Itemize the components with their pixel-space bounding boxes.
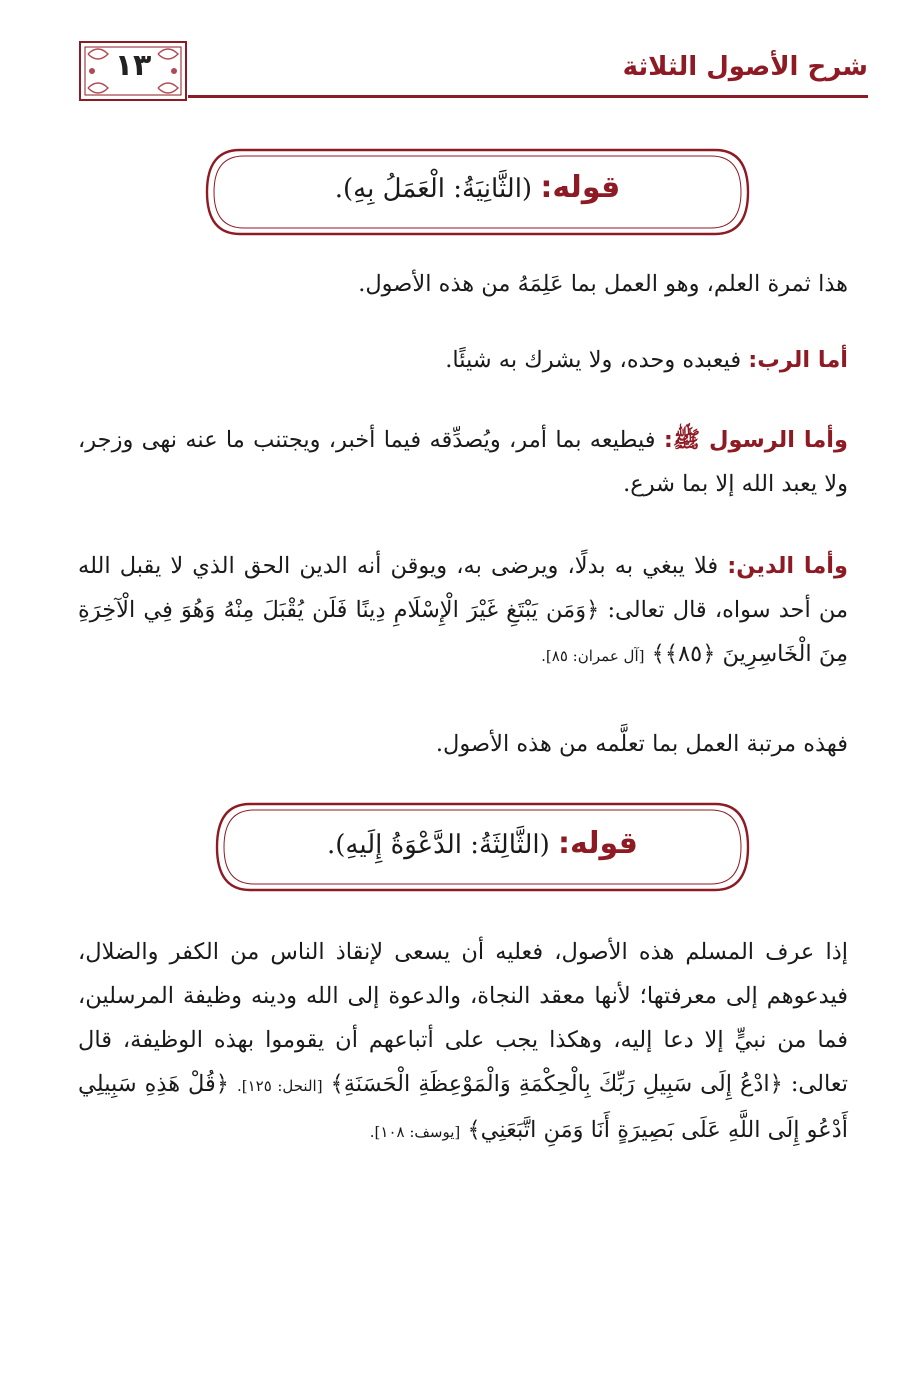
heading-religion: وأما الدين: xyxy=(727,553,849,579)
verse-reference: [آل عمران: ٨٥]. xyxy=(541,647,645,665)
text-dawah: إذا عرف المسلم هذه الأصول، فعليه أن يسعى لإنقاذ الناس من الكفر والضلال، فيدعوهم إلى معرفتها؛ لأنها معقد النجاة، والدعوة إلى الله ودينه وظيفة المرسلين، فما من نبيٍّ إلا دعا إليه، وهكذا يجب على أتباعهم أن يقوموا بهذه الوظيفة، قال تعالى: xyxy=(78,939,849,1097)
quote-text: (الثَّالِثَةُ: الدَّعْوَةُ إِلَيهِ). xyxy=(327,830,550,860)
verse-reference-nahl: [النحل: ١٢٥]. xyxy=(236,1077,323,1095)
paragraph-rank-of-action: فهذه مرتبة العمل بما تعلَّمه من هذه الأصول. xyxy=(435,731,848,757)
quote-box-section-two xyxy=(200,142,755,242)
heading-lord: أما الرب: xyxy=(748,347,848,373)
paragraph-lord xyxy=(78,338,848,382)
paragraph-fruit-of-knowledge: هذا ثمرة العلم، وهو العمل بما عَلِمَهُ من هذه الأصول. xyxy=(358,271,848,297)
page-number-frame xyxy=(78,40,188,102)
page-number: ١٣ xyxy=(114,48,152,83)
quote-line-section-two xyxy=(200,170,755,205)
book-title: شرح الأصول الثلاثة xyxy=(622,52,868,82)
quote-box-section-three xyxy=(210,796,755,898)
quran-verse-yusuf: ﴿قُلْ هَذِهِ سَبِيلِي أَدْعُو إِلَى اللَّهِ عَلَى بَصِيرَةٍ أَنَا وَمَنِ اتَّبَعَنِي﴾ xyxy=(78,1071,848,1143)
text-messenger: فيطيعه بما أمر، ويُصدِّقه فيما أخبر، ويجتنب ما عنه نهى وزجر، ولا يعبد الله إلا بما شرع. xyxy=(78,427,848,497)
paragraph-messenger xyxy=(78,418,848,506)
header-divider xyxy=(188,95,868,98)
text-religion: فلا يبغي به بدلًا، ويرضى به، ويوقن أنه الدين الحق الذي لا يقبل الله من أحد سواه، قال تعالى: xyxy=(78,553,848,623)
heading-messenger: وأما الرسول ﷺ: xyxy=(663,427,848,453)
qawluh-label: قوله: xyxy=(540,170,621,205)
quote-text: (الثَّانِيَةُ: الْعَمَلُ بِهِ). xyxy=(334,174,533,204)
quran-verse: ﴿وَمَن يَبْتَغِ غَيْرَ الْإِسْلَامِ دِينًا فَلَن يُقْبَلَ مِنْهُ وَهُوَ فِي الْآخِرَةِ مِنَ الْخَاسِرِينَ ﴿٨٥﴾﴾ xyxy=(78,597,848,667)
paragraph-dawah xyxy=(78,930,848,1154)
paragraph-religion xyxy=(78,544,848,678)
quote-line-section-three xyxy=(210,826,755,861)
text-lord: فيعبده وحده، ولا يشرك به شيئًا. xyxy=(445,347,742,373)
quran-verse-nahl: ﴿ادْعُ إِلَى سَبِيلِ رَبِّكَ بِالْحِكْمَةِ وَالْمَوْعِظَةِ الْحَسَنَةِ﴾ xyxy=(330,1071,783,1097)
running-header xyxy=(78,40,868,104)
qawluh-label: قوله: xyxy=(558,826,638,861)
verse-reference-yusuf: [يوسف: ١٠٨]. xyxy=(369,1123,461,1141)
